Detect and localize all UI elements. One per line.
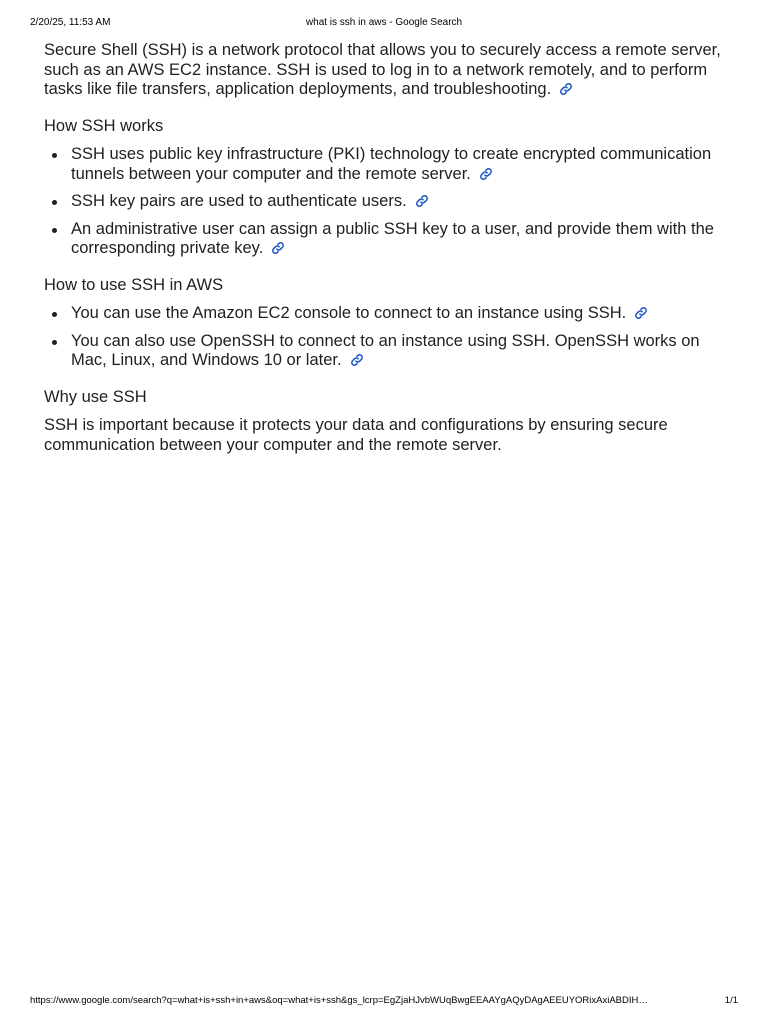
list-item <box>44 332 734 371</box>
section-heading-how-to-use-ssh: How to use SSH in AWS <box>44 275 224 294</box>
ai-overview-content <box>44 41 734 455</box>
print-footer <box>30 995 738 1009</box>
link-icon[interactable] <box>350 353 364 367</box>
list-item <box>44 304 734 324</box>
list-item <box>44 192 734 212</box>
list-item-text: An administrative user can assign a public SSH key to a user, and provide them with the corresponding private key. <box>71 219 714 257</box>
intro-paragraph <box>44 41 734 100</box>
print-date: 2/20/25, 11:53 AM <box>30 17 111 28</box>
link-icon[interactable] <box>559 82 573 96</box>
list-how-to-use-ssh <box>44 304 734 371</box>
section-heading-why-use-ssh: Why use SSH <box>44 387 147 406</box>
page-number: 1/1 <box>724 995 738 1006</box>
list-how-ssh-works <box>44 145 734 259</box>
list-item-text: SSH key pairs are used to authenticate users. <box>71 192 407 210</box>
link-icon[interactable] <box>479 167 493 181</box>
list-item <box>44 145 734 184</box>
list-item-text: You can use the Amazon EC2 console to connect to an instance using SSH. <box>71 304 627 322</box>
print-header <box>30 17 738 31</box>
section-heading-how-ssh-works: How SSH works <box>44 116 164 135</box>
list-item-text: You can also use OpenSSH to connect to an instance using SSH. OpenSSH works on Mac, Linux, and Windows 10 or later. <box>71 331 700 369</box>
list-item-text: SSH uses public key infrastructure (PKI) technology to create encrypted communication tunnels between your computer and the remote server. <box>71 145 712 183</box>
link-icon[interactable] <box>634 306 648 320</box>
list-item <box>44 220 734 259</box>
why-ssh-paragraph: SSH is important because it protects your data and configurations by ensuring secure communication between your computer and the remote server. <box>44 416 668 454</box>
link-icon[interactable] <box>415 194 429 208</box>
print-page-title: what is ssh in aws - Google Search <box>305 17 463 28</box>
print-url: https://www.google.com/search?q=what+is+ssh+in+aws&oq=what+is+ssh&gs_lcrp=EgZjaHJvbWUqBwgEEAAYgAQyDAgAEEUYORixAxiABDIH… <box>30 995 648 1006</box>
link-icon[interactable] <box>271 241 285 255</box>
intro-text: Secure Shell (SSH) is a network protocol that allows you to securely access a remote server, such as an AWS EC2 instance. SSH is used to log in to a network remotely, and to perform tasks like file transfers, application deployments, and troubleshooting. <box>44 41 721 98</box>
